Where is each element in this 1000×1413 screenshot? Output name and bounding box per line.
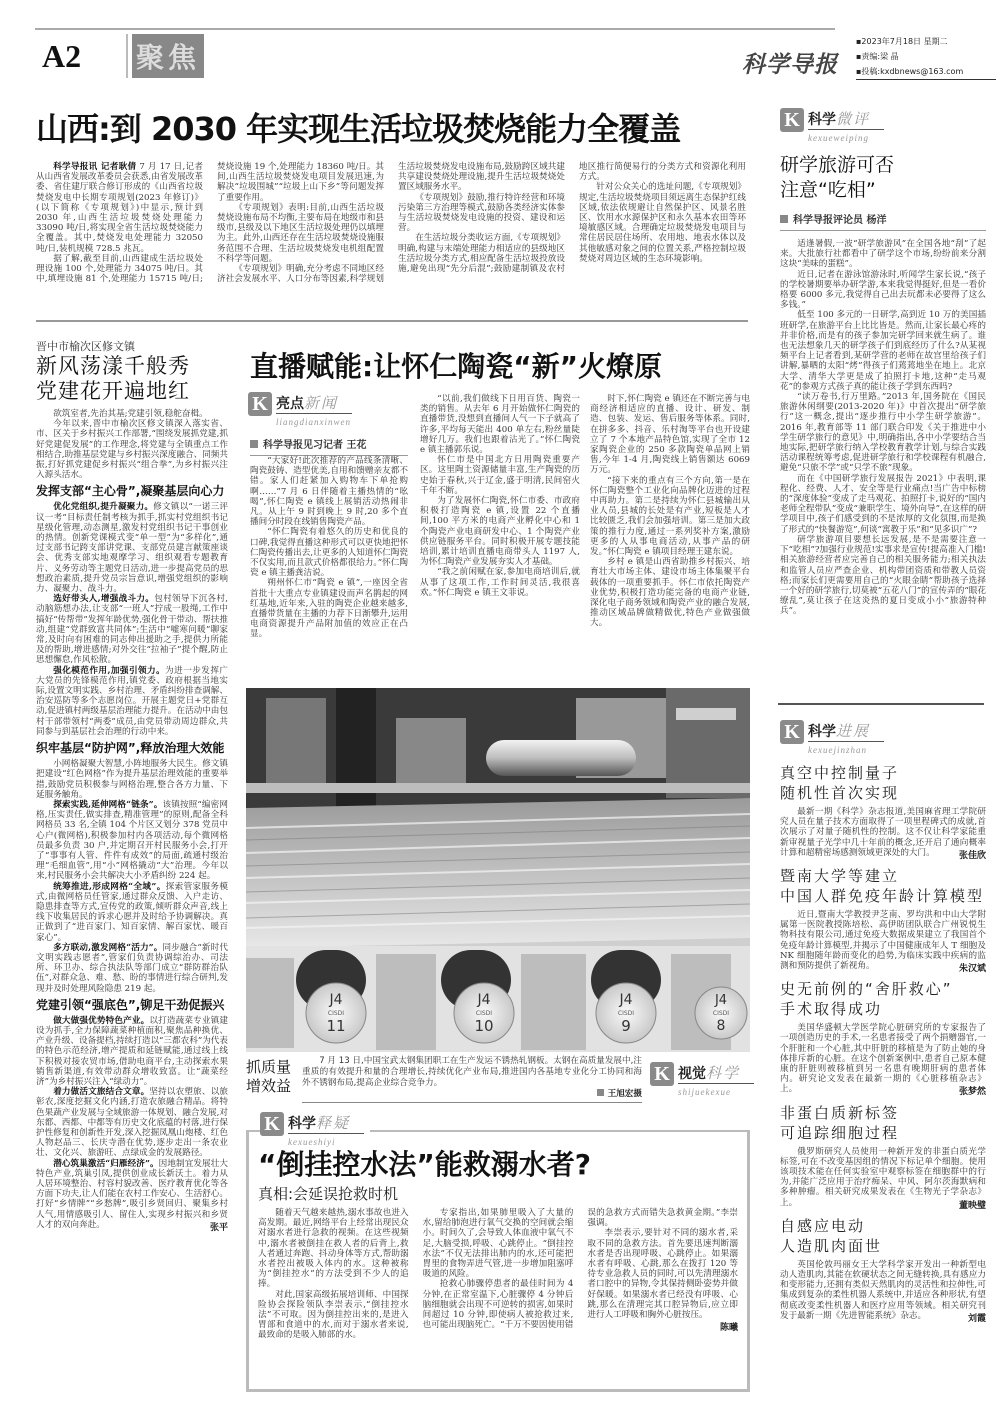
paragraph: “读万卷书,行万里路。”2013 年,国务院在《国民旅游休闲纲要(2013-2020 年)》中首次提出“研学旅行”这一概念,提出“逐步推行中小学生研学旅游”。2016 年,教育部等 11 部门联合印发《关于推进中小学生研学旅行的意见》中,明确指出,各中小学要结合当地实际,把研学旅行纳入学校教育教学计划,与综合实践活动课程统筹考虑,促进研学旅行和学校课程有机融合,避免“只旅不学”或“只学不旅”现象。	[780, 392, 986, 474]
progress-column-logo: K 科学进展 kexuejinzhan	[780, 720, 986, 755]
submission-email[interactable]: ▪投稿:kxdbnews@163.com	[856, 64, 996, 80]
feature-column-logo: K 亮点新闻 liangdianxinwen	[248, 392, 352, 427]
paragraph: 着力做活文旅结合文章。坚持以农塑旅、以旅彰农,深度挖掘文化内涵,打造农旅融合精品。将特色果蔬产业发展与全域旅游一体规划、融合发展,对东都、西都、中都等有历史文化底蕴的村落,进行保护性修复和创新性开发,深入挖掘凤凰山炮楼、红色人物赵品三、长庆寺潜在优势,逐步走出一条农业壮、文化兴、旅游旺、点绿成金的发展路径。	[36, 1087, 228, 1159]
editor: ▪责编:梁 晶	[856, 52, 899, 61]
paragraph: 低至 100 多元的一日研学,高到近 10 万的美国插班研学,在旅游平台上比比皆是。然而,让家长最心疼的并非价格,而是有的孩子参加完研学回来就生病了。谁也无法想象几天的研学孩子们到底经历了什么?从某视频平台上记者看到,某研学营的老师在故宫里给孩子们讲解,暴晒的太阳“烤”得孩子们蔫蔫地坐在地上。北京大学、清华大学更是成了拍照打卡地,这种“走马观花”的参观方式孩子真的能让孩子学到东西吗?	[780, 310, 986, 392]
section-heading: 党建引领“强底色”,铆足干劲促振兴	[36, 997, 225, 1012]
paragraph: 专家指出,如果肺里吸入了大量的水,留给肺泡进行氧气交换的空间就会缩小。时间久了,会导致人体血液中氧气不足,大脑受损,呼吸、心跳停止。“倒挂控水法”不仅无法排出肺内的水,还可能把胃里的食物弄进气管,进一步增加阻塞呼吸道的风险。	[422, 1208, 574, 1280]
svg-text:CISDI: CISDI	[617, 1010, 635, 1017]
qa-column-logo: K 科学释疑 kexueshiyi	[260, 1112, 370, 1147]
section-name: 聚焦	[132, 34, 204, 78]
divider	[778, 703, 984, 705]
commentary	[780, 108, 986, 617]
caption-text: 7 月 13 日,中国宝武太钢集团职工在生产发运不锈热轧钢板。太钢在高质量发展中,注重质的有效提升和量的合理增长,持续优化产业布局,推进国内各基地专业化分工协同和海外不锈钢布局,提高企业综合竞争力。	[302, 1056, 642, 1088]
paragraph: 随着天气越来越热,溺水事故也进入高发期。最近,网络平台上经常出现民众对溺水者进行急救的视频。在这些视频中,溺水者被倒挂在救人者的后背上,救人者通过奔跑、抖动身体等方式,帮助溺水者控出被吸入体内的水。这种被称为“倒挂控水”的方法受到不少人的追捧。	[258, 1208, 409, 1290]
svg-text:9: 9	[621, 1017, 631, 1035]
roller-plate-10	[454, 983, 514, 1043]
section-heading: 发挥支部“主心骨”,凝聚基层向心力	[36, 484, 225, 499]
news-title: 自感应电动 人造肌肉面世	[780, 1216, 883, 1255]
svg-text:CISDI: CISDI	[327, 1010, 345, 1017]
svg-text:11: 11	[326, 1017, 346, 1035]
news-item: 真空中控制量子 随机性首次实现 最新一期《科学》杂志报道,美国麻省理工学院研究人员在量子技术方面取得了一项里程碑式的成就,首次展示了对量子随机性的控制。这不仅让科学家能重新审视量子光学中几十年前的概念,还开启了通向概率计算和超精密场感测领域更深处的大门。 张佳欣	[780, 764, 986, 861]
paragraph: 欲筑室者,先治其基;党建引领,稳舵奋楫。	[53, 409, 208, 419]
paragraph: 为了发展怀仁陶瓷,怀仁市委、市政府积极打造陶瓷 e 镇,设置 22 个直播间,100 平方米的电商产业孵化中心和 1 个陶瓷产业电商研发中心、1 个陶瓷产业供应链服务平台。同时积极开展专题技能培训,累计培训直播电商带头人 1197 人,为怀仁陶瓷产业发展夯实人才基础。	[420, 496, 580, 568]
paragraph: 统筹推进,形成网格“全域”。探索管家服务模式,由微网格员任管家,通过群众反馈、入户走访、隐患排查等方式,宣传党的政策,倾听群众声音,线上线下收集居民的诉求心愿并及时给予协调解决。真正做到了“进百家门、知百家情、解百家忧、暖百家心”。	[36, 881, 228, 943]
paragraph: 在生活垃圾分类收运方面,《专项规划》明确,构建与末端处理能力相适应的县级地区生活垃圾分类方式,相应配备生活垃圾投放设施,避免出现“先分后混”;鼓励建制镇及农村地区推行简便易行的分类方式和资源化利用方式。	[398, 162, 746, 275]
paper-logo: 科学导报	[742, 51, 838, 78]
k-logo-icon: K	[650, 1062, 674, 1086]
k-logo-icon: K	[780, 720, 804, 744]
left-headline-2: 党建花开遍地红	[36, 379, 190, 403]
news-item: 史无前例的“舍肝救心” 手术取得成功 美国华盛顿大学医学院心脏研究所的专家报告了一项创造历史的手术,一名患者接受了两个捐赠器官,一个肝脏和一个心脏,其中肝脏的移植是为了防止她的身体排斥新的心脏。在这个创新案例中,患者自己原本健康的肝脏则被移植到另一名患有晚期肝病的患者体内。研究论文发表在最新一期的《心脏移植杂志》上。 张梦然	[780, 980, 986, 1098]
photo-caption	[302, 1056, 642, 1103]
svg-text:CISDI: CISDI	[475, 1010, 493, 1017]
news-item: 自感应电动 人造肌肉面世 英国伦敦玛丽女王大学科学家开发出一种新型电动人造肌肉,其能在软硬状态之间无缝转换,具有感应力和变形能力,还拥有类似天然肌肉的灵活性和拉伸性,可集成到复杂的柔性机器人系统中,并适应各种形状,有望彻底改变柔性机器人和医疗应用等领域。相关研究刊发于最新一期《先进智能系统》杂志。 刘霞	[780, 1216, 986, 1324]
commentary-column-logo: K 科学微评 kexueweiping	[780, 108, 986, 143]
qa-subtitle: 真相:会延误抢救时机	[258, 1185, 399, 1203]
photo-credit: 王旭宏摄	[607, 1089, 642, 1099]
paragraph: 李崇表示,要针对不同的溺水者,采取不同的急救方法。首先要迅速判断溺水者是否出现呼吸、心跳停止。如果溺水者有呼吸、心跳,那么在拨打 120 等待专业急救人员的同时,可以先清理溺水者口腔中的异物,令其保持侧卧姿势并做好保暖。如果溺水者已经没有呼吸、心跳,那么在清理完其口腔异物后,应立即进行人工呼吸和胸外心脏按压。 陈曦	[587, 1228, 738, 1334]
science-progress	[780, 720, 986, 1324]
lead-headline: 山西:到 2030 年实现生活垃圾焚烧能力全覆盖	[36, 110, 681, 148]
paragraph: 今年以来,晋中市榆次区修文镇深入落实省、市、区关于乡村振兴工作部署,“围绕发展抓党建,抓好党建促发展”的工作理念,将党建与全镇重点工作相结合,助推基层党建与乡村振兴深度融合、同频共振,打好抓党建促乡村振兴“组合拳”,为乡村振兴注入源头活水。	[36, 419, 228, 481]
paragraph: 做大做强优势特色产业。以打造蔬菜专业镇建设为抓手,全力保障蔬菜种植面积,聚焦品种换优、产业升级、设备提档,持续打造以“三都农科”为代表的特色示范经济,增产提质和延链赋能,通过线上线下积极对接农贸市场,借助电商平台,主动探索水果销售新渠道,有效带动群众增收致富。让“蔬菜经济”为乡村振兴注入“绿动力”。	[36, 1015, 228, 1087]
section-badge	[126, 34, 236, 78]
column-pinyin: liangdianxinwen	[276, 417, 351, 427]
feature-headline: 直播赋能:让怀仁陶瓷“新”火燎原	[250, 350, 663, 383]
news-title: 真空中控制量子 随机性首次实现	[780, 764, 900, 802]
paragraph: 多方联动,激发网格“活力”。同步融合“新时代文明实践志愿者”,管家们负责协调综治办、司法所、环卫办、综合执法队等部门成立“群防群治队伍”,对群众急、难、愁、盼的事情进行综合研判,发现并及时处理风险隐患 219 起。	[36, 942, 228, 994]
paragraph: 时下,怀仁陶瓷 e 镇还在不断完善与电商经济相适应的直播、设计、研发、制造、包装、发运、售后服务等体系。同时,在拼多多、抖音、乐村淘等平台也开设建立了 7 个本地产品特色馆,实现了全市 12 家陶瓷企业的 250 多款陶瓷单品网上销售,今年 1-4 月,陶瓷线上销售额达 6069 万元。	[590, 394, 750, 476]
feature-body-cont	[420, 394, 580, 598]
roller-plate-11	[306, 983, 366, 1043]
section-heading: 织牢基层“防护网”,释放治理大效能	[36, 741, 225, 756]
svg-text:J4: J4	[477, 992, 491, 1008]
qa-body	[258, 1208, 738, 1341]
paragraph: 选好带头人,增强战斗力。包村领导下沉各村,动脑筋想办法,让支部“一班人”拧成一股绳,工作中搞好“传帮带”发挥年龄优势,强化骨干带动、帮扶推动,组建“党群致富共同体”;生活中“嘘寒问暖”聊家常,及时向有困难的同志伸出援助之手,提供力所能及的帮助,增进感情;对外交往“拉袖子”提个醒,防止思想懈怠,作风松散。	[36, 594, 229, 666]
paragraph: 探索实践,延伸网格“链条”。该镇按照“编密网格,压实责任,做实排查,精准管理”的原则,配备全科网格员 33 名,全镇 104 个片区又划分 378 党员中心户(微网格),积极参加村内各项活动,每个微网格员最多负责 30 户,并定期召开村民服务小会,打开了“事事有人管、件件有成效”的局面,疏通村级治理“毛细血管”,用“小”网格撬动“大”治理。今年以来,村民服务小会共解决大小矛盾纠纷 224 起。	[36, 799, 228, 882]
kicker: 晋中市榆次区修文镇	[36, 340, 135, 353]
paragraph: 优化党组织,提升凝聚力。修文镇以“一诺三评议一考”目标责任制考核为抓手,抓实村党组织书记星级化管理,动态测星,激发村党组织书记干事创业的热情。创新党课模式变“单一型”为“多样化”,通过支部书记跨支部讲党课、支部党员建言献策座谈会、优秀支部实地观摩学习、组织观看专题教育片、义务劳动等主题党日活动,进一步提高党员的思想政治素质,提升党员宗旨意识,增强党组织的影响力、凝聚力、战斗力。	[36, 502, 228, 595]
divider	[36, 320, 748, 322]
paragraph: 乡村 e 镇是山西省助推乡村振兴、培育壮大市场主体、建设市场主体集聚平台载体的一项重要抓手。怀仁市依托陶瓷产业优势,积极打造功能完备的电商产业链,深化电子商务领域和陶瓷产业的融合发展,推动区域品牌做精做优,特色产业做强做大。	[590, 557, 750, 629]
steel-plant-photo	[246, 688, 750, 1052]
paragraph: 潜心筑巢激活“归雁经济”。因地制宜发展壮大特色产业,筑巢引凤,提供创业成长新沃土。着力从人居环境整治、村容村貌改善、医疗教育优化等各方面下功夫,让人们能在农村工作安心、生活舒心。打好“乡情牌”“乡愁牌”,吸引乡贤回归、聚集乡村人气,用情感吸引人、留住人,实现乡村振兴和乡贤人才的双向奔赴。 张平	[36, 1158, 228, 1233]
paragraph: 据了解,截至目前,山西建成生活垃圾处理设施 100 个,处理能力 34075 吨/日。其中,填埋设施 81 个,处理能力 15715 吨/日;焚烧设施 19 个,处理能力 18360 吨/日。其间,山西生活垃圾焚烧发电项目发展迅速,为解决“垃圾围城”“垃圾上山下乡”等问题发挥了重要作用。	[36, 162, 384, 285]
lead-article-body	[36, 162, 746, 284]
k-logo-icon: K	[780, 108, 804, 132]
k-logo-icon: K	[260, 1112, 284, 1136]
byline: 科学导报评论员 杨洋	[780, 211, 986, 231]
left-article	[36, 338, 228, 1233]
paragraph: 小网格凝聚大智慧,小阵地服务大民生。修文镇把建设“红色网格”作为提升基层治理效能的重要举措,鼓励党员积极参与网格治理,整合各方力量、下延服务触角。	[36, 759, 228, 800]
paragraph: 科学导报讯 记者耿倩 7 月 17 日,记者从山西省发展改革委员会获悉,由省发展改革委、省住建厅联合修订形成的《山西省垃圾焚烧发电中长期专项规划(2023 年修订)》(以下简称《专项规划》)中显示,预计到 2030 年,山西生活垃圾焚烧处理能力 33090 吨/日,将实现全省生活垃圾焚烧能力全覆盖。其中,焚烧发电处理能力 32050 吨/日,装机规模 728.5 兆瓦。	[36, 162, 204, 254]
paragraph: 而在《中国研学旅行发展报告 2021》中表明,课程化、经费、人才、安全等是行业痛点!当广告中标榜的“深度体验”变成了走马观花、拍照打卡,说好的“国内老师全程带队”变成“兼职学生、境外向导”,在这样的研学项目中,孩子们感受到的不是浓厚的文化氛围,而是换了形式的“快餐游览”,何谈“寓教于乐”和“见多识广”?	[780, 473, 986, 535]
paragraph: 《专项规划》表明:目前,山西生活垃圾焚烧设施布局不均衡,主要布局在地级市和县级市,县级及以下地区生活垃圾处理仍以填埋为主。此外,山西还存在生活垃圾焚烧设施服务范围不合理、生活垃圾焚烧发电机组配置不科学等问题。	[217, 202, 384, 264]
svg-text:J4: J4	[329, 992, 343, 1008]
feature-body-cont2	[590, 394, 750, 629]
left-headline-1: 新风荡漾千般秀	[36, 354, 190, 378]
paragraph: “怀仁陶瓷有着悠久的历史和优良的口碑,我觉得直播这种形式可以更快地把怀仁陶瓷传播出去,让更多的人知道怀仁陶瓷不仅实用,而且款式价格都很给力。”怀仁陶瓷 e 镇主播龚洁说。	[250, 527, 408, 579]
page-number: A2	[42, 38, 82, 74]
paragraph: “我之前闲赋在家,参加电商培训后,就从事了这项工作,工作时间灵活,我很喜欢。”怀仁陶瓷 e 镇王文菲说。	[420, 567, 580, 598]
paragraph: 针对公众关心的选址问题,《专项规划》规定,生活垃圾焚烧项目须远离生态保护红线区域,依法依规避让自然保护区、风景名胜区、饮用水水源保护区和永久基本农田等环境敏感区域。合理确定垃圾焚烧发电项目与常住居民居住场所、农用地、地表水体以及其他敏感对象之间的位置关系,严格控制垃圾焚烧对周边区域的生态环境影响。	[579, 182, 746, 264]
paragraph: 朔州怀仁市“陶瓷 e 镇”,一座因全省首批十大重点专业镇建设而声名鹊起的网红基地,近年来,入驻的陶瓷企业越来越多,直播带货量在主播的力荐下日渐攀升,运用电商资源提升产品附加值的效应正在凸显。	[250, 578, 408, 640]
paragraph: 抢救心肺骤停患者的最佳时间为 4 分钟,在正常室温下,心脏骤停 4 分钟后脑细胞就会出现不可逆转的损害,如果时间超过 10 分钟,即使病人被抢救过来,也可能出现脑死亡。“千万不要因使用错误的急救方式而错失急救黄金期。”李崇强调。	[422, 1208, 738, 1331]
commentary-title: 研学旅游可否 注意“吃相”	[780, 154, 895, 201]
paragraph: 近日,记者在游泳馆游泳时,听闻学生家长说,“孩子的学校暑期要举办研学游,本来我觉得挺好,但是一看价格要 6000 多元,我觉得自己出去玩都未必要得了这么多钱。”	[780, 269, 986, 311]
top-rule	[35, 28, 835, 30]
paragraph: 怀仁市是中国北方日用陶瓷重要产区。这里陶土资源储量丰富,生产陶瓷的历史始于春秋,兴于辽金,盛于明清,民间窑火千年不断。	[420, 455, 580, 496]
author: 张平	[209, 1222, 228, 1233]
k-logo-icon: K	[248, 392, 272, 416]
paragraph: 研学旅游项目要想长远发展,是不是需要注意一下“吃相”?加强行业规范!实事求是宣传!提高准入门槛!相关旅游经营者应完善自己的相关服务能力;相关执法和监管人员应严查企业、机构带团资质和带教人员资格;而家长们更需要用自己的“火眼金睛”帮助孩子选择一个好的研学旅行,切莫被“五花八门”的宣传弄的“眼花缭乱”,莫让孩子在这炎热的夏日变成小小“旅游特种兵”。	[780, 534, 986, 617]
paragraph: 适逢暑假,一波“研学旅游风”在全国各地“刮”了起来。大批旅行社都看中了研学这个市场,纷纷前来分割这块“美味的蛋糕”。	[780, 239, 986, 270]
news-item: 暨南大学等建立 中国人群免疫年龄计算模型 近日,暨南大学教授尹芝南、罗均洪和中山大学附属第一医院教授陈培松、高伊昉团队联合广州锐悦生物科技有限公司,通过免疫大数据成果建立了我国首个免疫年龄计算模型,并揭示了中国健康成年人 T 细胞及 NK 细胞随年龄而变化的趋势,为临床实践中疾病的监测和预防提供了新视角。 朱汉斌	[780, 867, 986, 975]
news-title: 暨南大学等建立 中国人群免疫年龄计算模型	[780, 867, 985, 906]
svg-text:J4: J4	[619, 992, 633, 1008]
feature-body	[250, 456, 408, 640]
news-title: 非蛋白质新标签 可追踪细胞过程	[780, 1103, 900, 1142]
paragraph: 《专项规划》鼓励,推行特许经营和环境污染第三方治理等模式,鼓励各类经济实体参与生活垃圾焚烧发电设施的投资、建设和运营。	[398, 192, 565, 234]
svg-text:CISDI: CISDI	[712, 1010, 730, 1017]
photo-headline: 抓质量 增效益	[246, 1058, 292, 1095]
issue-info	[856, 34, 996, 80]
qa-headline: “倒挂控水法”能救溺水者?	[258, 1148, 592, 1181]
visual-science-logo: K 视觉科学 shijuekexue	[650, 1062, 754, 1097]
paragraph: 对此,国家高级拓展培训师、中国探险协会探险领队李崇表示,“倒挂控水法”不可取。因为倒挂控出来的,是进入胃部和食道中的水,而对于溺水者来说,最致命的是吸入肺部的水。	[258, 1289, 409, 1341]
paragraph: 《专项规划》明确,充分考虑不同地区经济社会发展水平、人口分布等因素,科学规划生活垃圾焚烧发电设施布局,鼓励跨区域共建共享建设焚烧处理设施,提升生活垃圾焚烧处置区域服务水平。	[217, 162, 565, 285]
news-item: 非蛋白质新标签 可追踪细胞过程 俄罗斯研究人员使用一种新开发的非蛋白质光学标签,可在不改变基因组的情况下标记单个细胞。使用该项技术能在任何实验室中观察标签在细胞群中的行为,并能广泛应用于治疗痴呆、中风、阿尔茨海默病和多种肿瘤。相关研究成果发表在《生物光子学杂志》上。 董映璧	[780, 1103, 986, 1211]
paragraph: “大家好!此次推荐的产品线条清晰、陶瓷鼓铸、造型优美,自用和馈赠亲友都不错。家人们赶紧加入购物车下单抢购啊……”7 月 6 日伴随着主播热情的“吆喝”,怀仁陶瓷 e 镇线上展销活动热闹非凡。从上午 9 时到晚上 9 时,20 多个直播间分时段在线销售陶瓷产品。	[250, 456, 408, 528]
paragraph: “接下来的重点有三个方向,第一是在怀仁陶瓷整个工业化向品牌化迈进的过程中再助力。第二是持续为怀仁县城输出从业人员,县城的长处是有产业,短板是人才比较匮乏,我们会加强培训。第三是加大政策的推行力度,通过一系列奖补方案,激励更多的人从事电商活动,从事产品的研发。”怀仁陶瓷 e 镇项目经理王建东说。	[590, 475, 750, 558]
svg-text:8: 8	[716, 1018, 726, 1034]
byline: 科学导报见习记者 王花	[250, 436, 408, 456]
roller-plate-8	[695, 987, 747, 1039]
roller-plate-9	[596, 983, 656, 1043]
paragraph: “以前,我们做线下日用百货、陶瓷一类的销售。从去年 6 月开始做怀仁陶瓷的直播带货,没想到直播间人气一下子就高了许多,平均每天能出 400 单左右,粉丝量陡增好几万。我们也跟着沾光了。”怀仁陶瓷 e 镇主播郭乐说。	[420, 394, 580, 456]
news-title: 史无前例的“舍肝救心” 手术取得成功	[780, 980, 953, 1019]
svg-text:10: 10	[474, 1017, 494, 1035]
paragraph: 强化模范作用,加强引领力。为进一步发挥广大党员的先锋模范作用,镇党委、政府根据当地实际,设置文明实践、乡村治理、矛盾纠纷排查调解、治安巡防等多个志愿岗位。开展主题党日+党群互动,促进镇村两级基层治理能力提升。在活动中由包村干部带领村“两委”成员,由党员带动周边群众,共同参与到基层社会治理的行动中来。	[36, 665, 228, 737]
issue-date: ▪2023年7月18日 星期二	[856, 37, 948, 46]
author: 陈曦	[719, 1323, 738, 1334]
svg-text:J4: J4	[714, 993, 728, 1008]
